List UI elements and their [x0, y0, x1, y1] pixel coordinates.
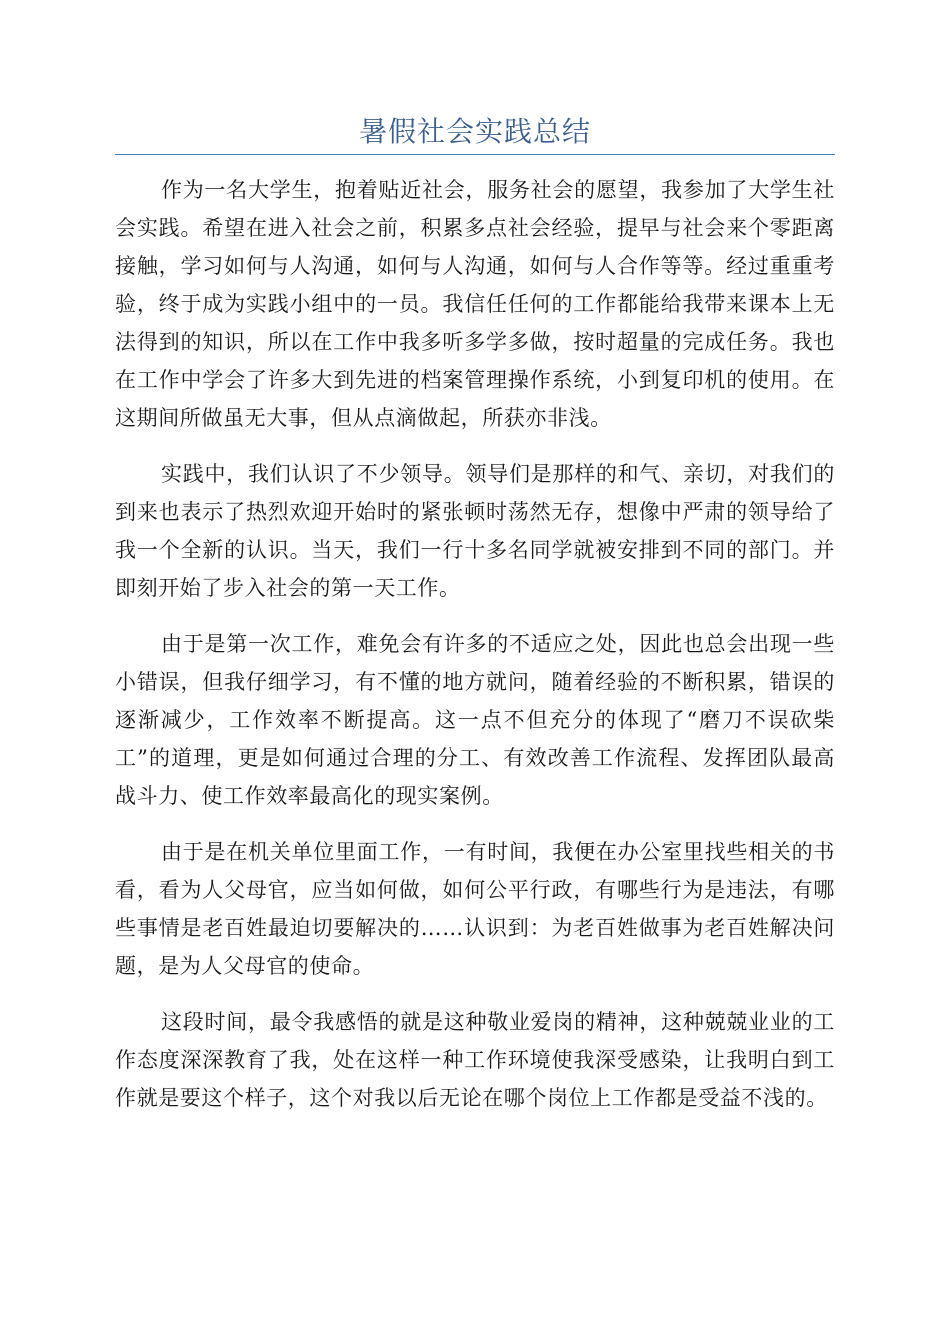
page-title: 暑假社会实践总结: [358, 115, 591, 148]
paragraph-4: 由于是在机关单位里面工作，一有时间，我便在办公室里找些相关的书看，看为人父母官，应当如何做，如何公平行政，有哪些行为是违法，有哪些事情是老百姓最迫切要解决的……认识到：为老百姓做事为老百姓解决问题，是为人父母官的使命。: [115, 840, 835, 978]
title-underline: [115, 154, 835, 155]
document-body: [115, 171, 835, 1135]
paragraph-5: 这段时间，最令我感悟的就是这种敬业爱岗的精神，这种兢兢业业的工作态度深深教育了我，处在这样一种工作环境使我深受感染，让我明白到工作就是要这个样子，这个对我以后无论在哪个岗位上工作都是受益不浅的。: [115, 1010, 835, 1110]
paragraph-3: 由于是第一次工作，难免会有许多的不适应之处，因此也总会出现一些小错误，但我仔细学习，有不懂的地方就问，随着经验的不断积累，错误的逐渐减少，工作效率不断提高。这一点不但充分的体现了“磨刀不误砍柴工”的道理，更是如何通过合理的分工、有效改善工作流程、发挥团队最高战斗力、使工作效率最高化的现实案例。: [115, 632, 835, 808]
paragraph-1: 作为一名大学生，抱着贴近社会，服务社会的愿望，我参加了大学生社会实践。希望在进入社会之前，积累多点社会经验，提早与社会来个零距离接触，学习如何与人沟通，如何与人沟通，如何与人合作等等。经过重重考验，终于成为实践小组中的一员。我信任任何的工作都能给我带来课本上无法得到的知识，所以在工作中我多听多学多做，按时超量的完成任务。我也在工作中学会了许多大到先进的档案管理操作系统，小到复印机的使用。在这期间所做虽无大事，但从点滴做起，所获亦非浅。: [115, 178, 835, 430]
paragraph-2: 实践中，我们认识了不少领导。领导们是那样的和气、亲切，对我们的到来也表示了热烈欢迎开始时的紧张顿时荡然无存，想像中严肃的领导给了我一个全新的认识。当天，我们一行十多名同学就被安排到不同的部门。并即刻开始了步入社会的第一天工作。: [115, 462, 835, 600]
